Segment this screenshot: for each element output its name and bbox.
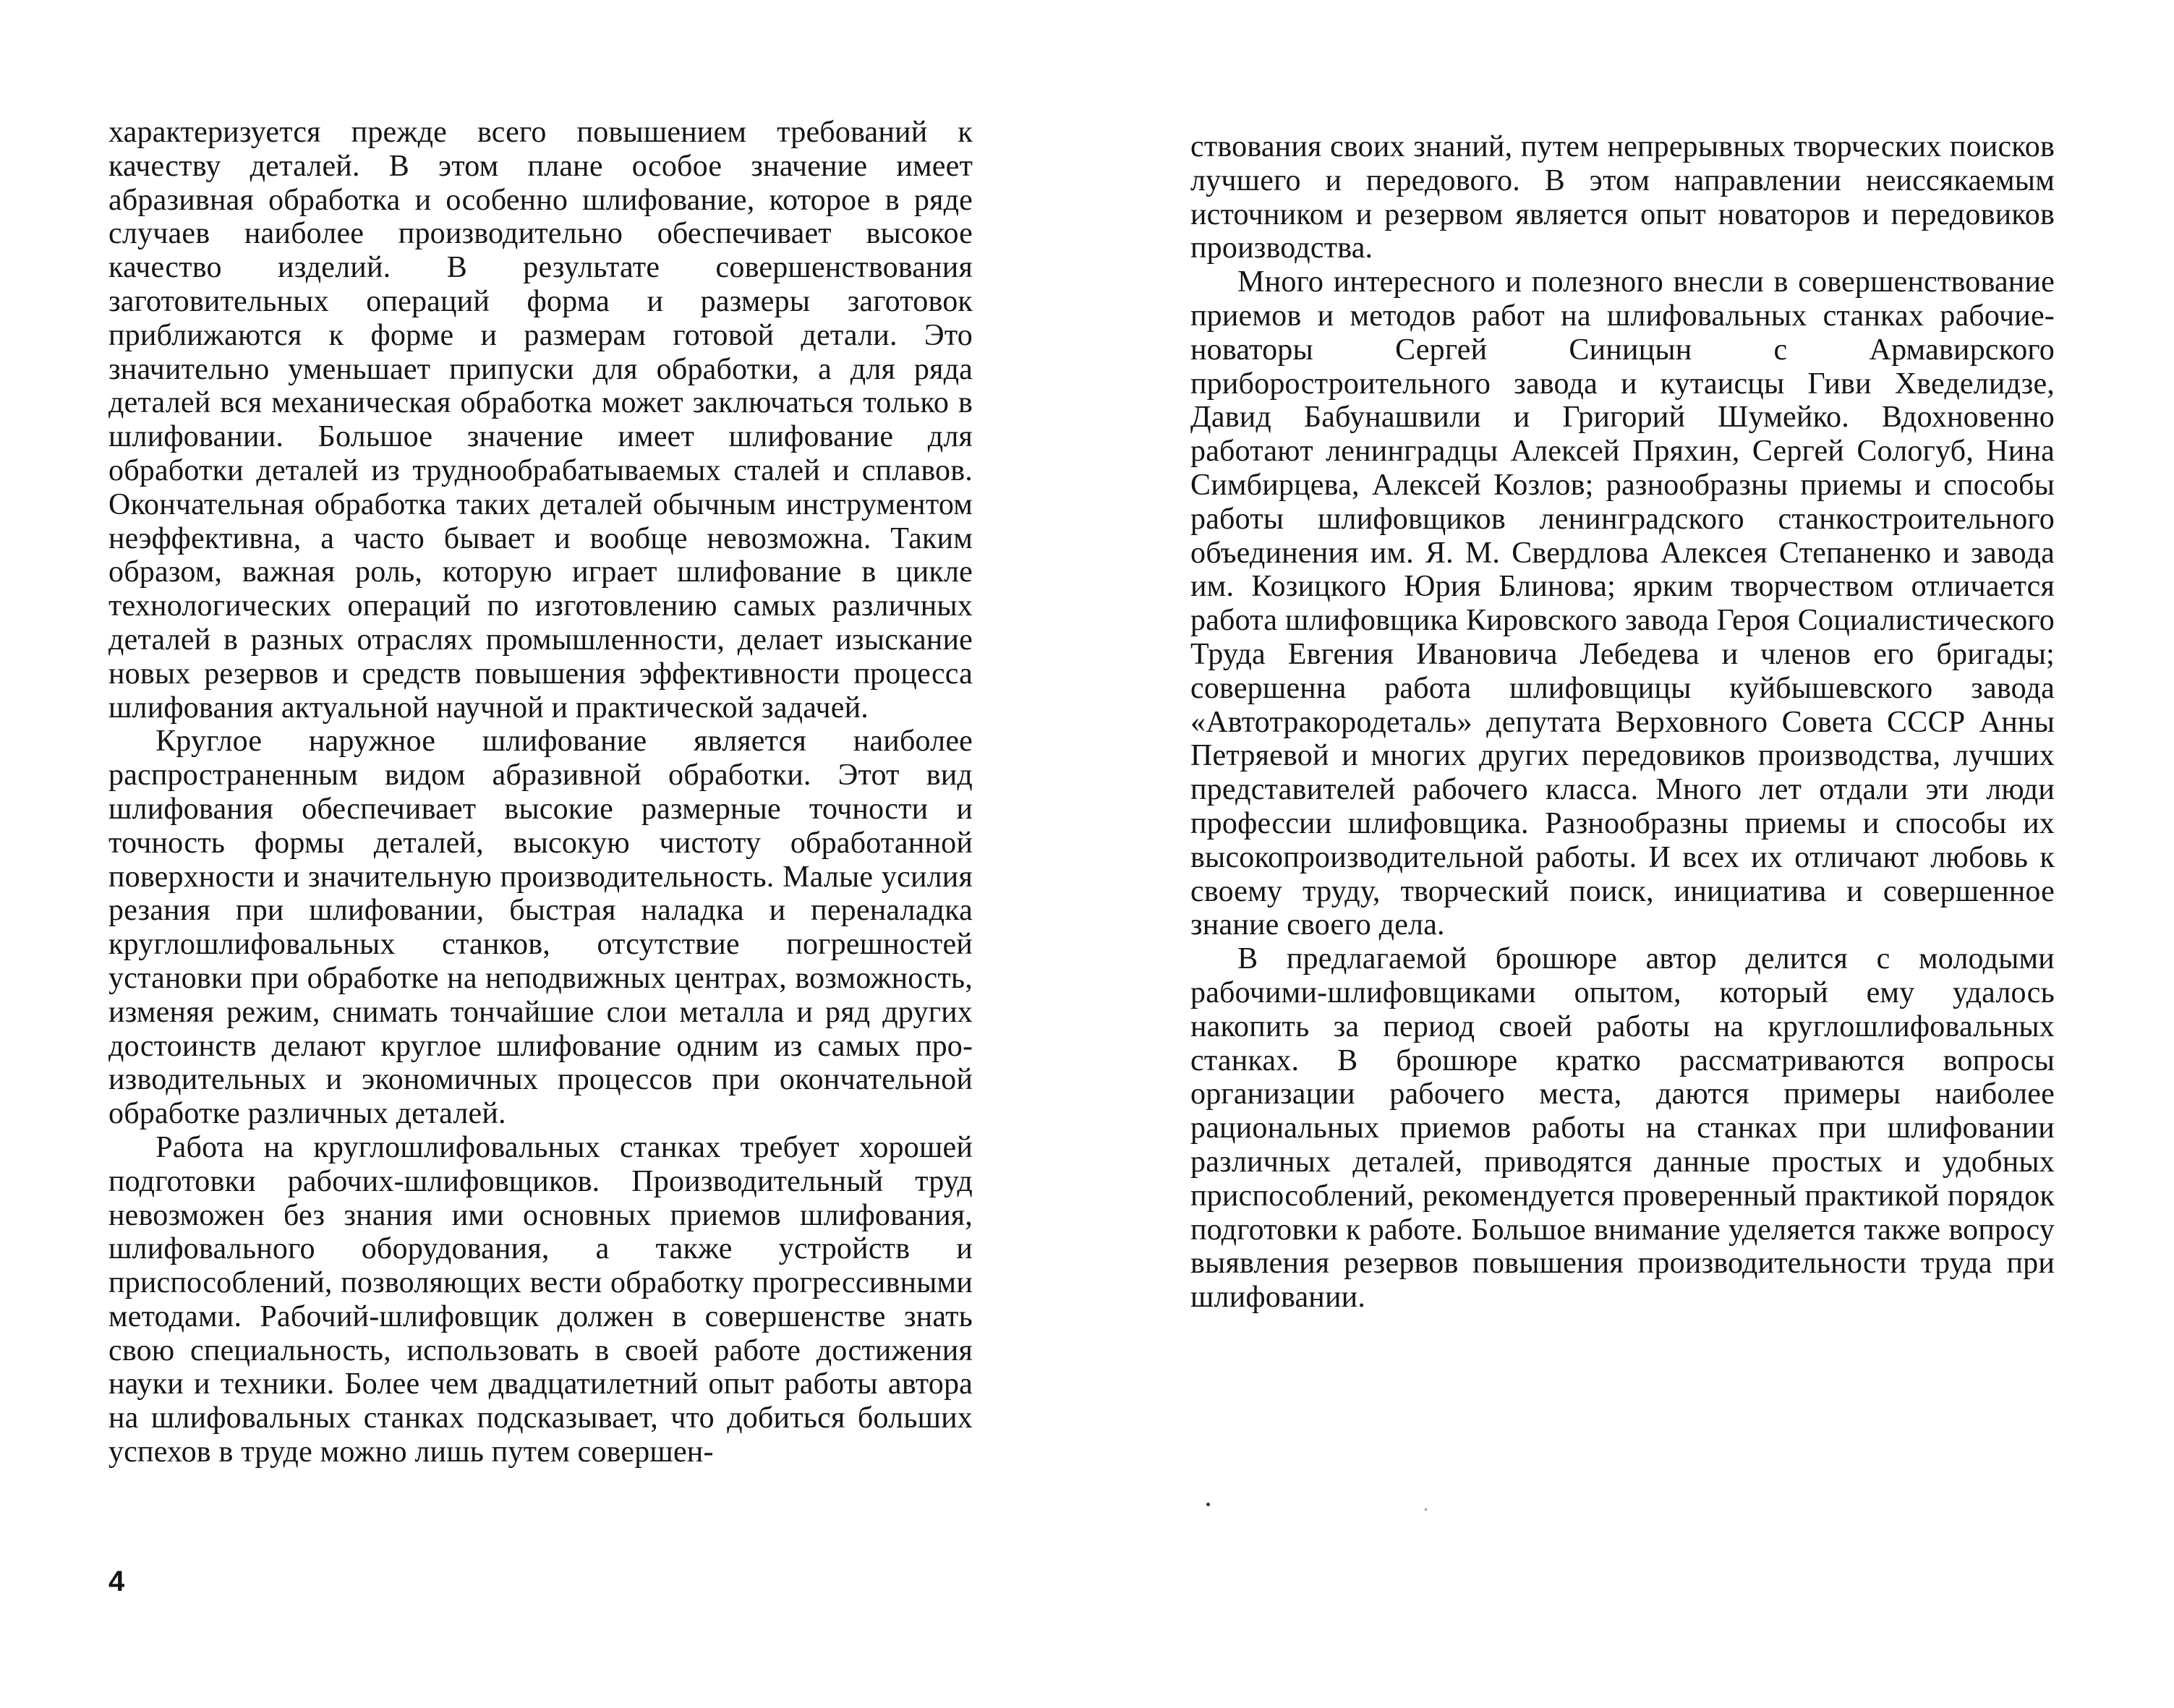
right-paragraph-1: ствования своих знаний, путем непрерывных творческих поисков лучшего и передового. В этом направлении неиссякаемым источником и резервом является опыт новаторов и передовиков производства. [1190, 130, 2055, 265]
right-paragraph-3: В предлагаемой брошюре автор делится с молодыми рабочими-шлифовщиками опытом, который ему удалось накопить за период своей работы на круглошлифовальных станках. В брошюре кратко рассматриваются вопросы организации рабочего места, даются примеры наиболее рациональных приемов работы на станках при шлифовании различных деталей, приводятся данные простых и удобных приспособлений, рекомендуется проверенный практикой порядок подготовки к работе. Большое внимание уделяется также вопросу выявления резервов повышения производительности труда при шлифовании. [1190, 942, 2055, 1315]
right-paragraph-2: Много интересного и полезного внесли в совершенствование приемов и методов работ на шлифовальных станках рабочие-новаторы Сергей Синицын с Армавирского приборостроительного завода и кутаисцы Гиви Хведелидзе, Давид Бабунашвили и Григорий Шумейко. Вдохновенно работают ленинградцы Алексей Пряхин, Сергей Сологуб, Нина Симбирцева, Алексей Козлов; разнообразны приемы и способы работы шлифовщиков ленинградского станкостроительного объединения им. Я. М. Свердлова Алексея Степаненко и завода им. Козицкого Юрия Блинова; ярким творчеством отличается работа шлифовщика Кировского завода Героя Социалистического Труда Евгения Ивановича Лебедева и членов его бригады; совершенна работа шлифовщицы куйбышевского завода «Автотракородеталь» депутата Верховного Совета СССР Анны Петряевой и многих других передовиков производства, лучших представителей рабочего класса. Много лет отдали эти люди профессии шлифовщика. Разнообразны приемы и способы их высокопроизводительной работы. И всех их отличают любовь к своему труду, творческий поиск, инициатива и совершенное знание своего дела. [1190, 265, 2055, 942]
page-number: 4 [108, 1566, 125, 1597]
left-paragraph-2: Круглое наружное шлифование является наиболее распространенным видом абразивной обработки. Этот вид шлифования обеспечивает высокие размерные точности и точность формы деталей, высокую чистоту обработанной поверхности и значительную производительность. Малые усилия резания при шлифовании, быстрая наладка и переналадка круглошлифовальных станков, отсутствие погрешностей установки при обработке на неподвижных центрах, возможность, изменяя режим, снимать тончайшие слои металла и ряд других достоинств делают круглое шлифование одним из самых производительных и экономичных процессов при окончательной обработке различных деталей. [108, 725, 973, 1131]
right-page-text [1190, 130, 2055, 1315]
scan-speck [1425, 1508, 1427, 1511]
left-paragraph-1: характеризуется прежде всего повышением требований к качеству деталей. В этом плане особое значение имеет абразивная обработка и особенно шлифование, которое в ряде случаев наиболее производительно обеспечивает высокое качество изделий. В результате совершенствования заготовительных операций форма и размеры заготовок приближаются к форме и размерам готовой детали. Это значительно уменьшает припуски для обработки, а для ряда деталей вся механическая обработка может заключаться только в шлифовании. Большое значение имеет шлифование для обработки деталей из труднообрабатываемых сталей и сплавов. Окончательная обработка таких деталей обычным инструментом неэффективна, а часто бывает и вообще невозможна. Таким образом, важная роль, которую играет шлифование в цикле технологических операций по изготовлению самых различных деталей в разных отраслях промышленности, делает изыскание новых резервов и средств повышения эффективности процесса шлифования актуальной научной и практической задачей. [108, 116, 973, 725]
right-page [1087, 0, 2174, 1708]
scan-speck [1206, 1503, 1210, 1506]
left-page-text [108, 116, 973, 1469]
left-paragraph-3: Работа на круглошлифовальных станках требует хорошей подготовки рабочих-шлифовщиков. Производительный труд невозможен без знания ими основных приемов шлифования, шлифовального оборудования, а также устройств и приспособлений, позволяющих вести обработку прогрессивными методами. Рабочий-шлифовщик должен в совершенстве знать свою специальность, использовать в своей работе достижения науки и техники. Более чем двадцатилетний опыт работы автора на шлифовальных станках подсказывает, что добиться больших успехов в труде можно лишь путем совершен- [108, 1130, 973, 1469]
